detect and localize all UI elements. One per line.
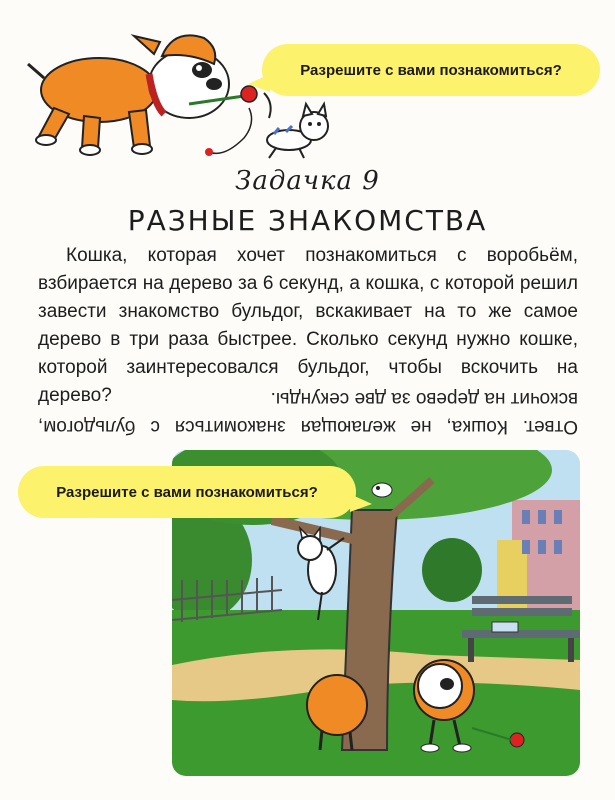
speech-bubble-top: Разрешите с вами познакомиться?	[262, 44, 600, 96]
bird-icon	[372, 483, 392, 497]
cat-icon	[264, 93, 328, 158]
puzzle-answer-upside-down: Ответ. Кошка, не желающая знакомиться с бульдогом, вскочит на дерево за две секунды.	[38, 388, 578, 437]
speech-bubble-mid: Разрешите с вами познакомиться?	[18, 466, 356, 518]
puzzle-title: РАЗНЫЕ ЗНАКОМСТВА	[127, 204, 488, 237]
puzzle-subtitle: Задачка 9	[235, 166, 380, 196]
puzzle-body: Кошка, которая хочет познакомиться с воробьём, взбирается на дерево за 6 секунд, а кошка, с которой решил завести знакомство бульдог, вскакивает на то же самое дерево в три раза быстрее. Сколько секунд нужно кошке, которой заинтересовался бульдог, чтобы вскочить на дерево?	[38, 245, 578, 406]
